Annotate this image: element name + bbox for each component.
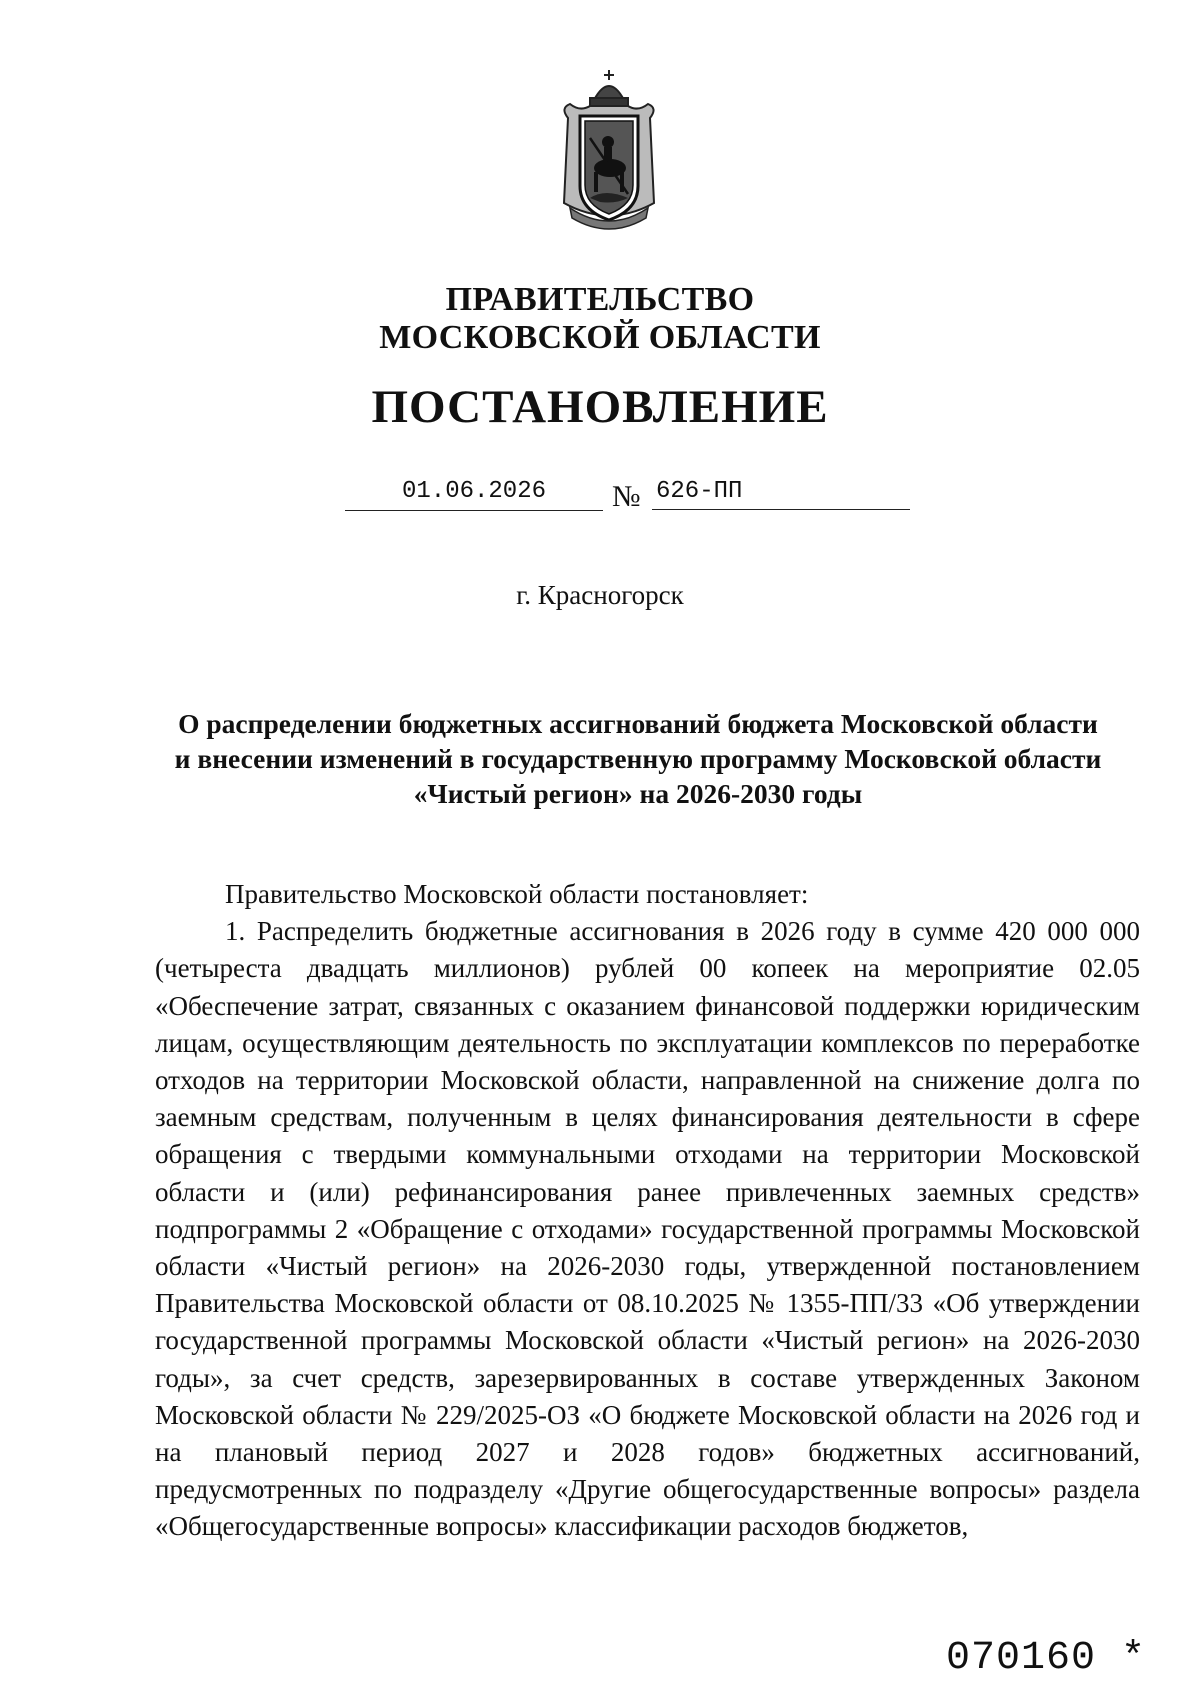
document-body [155,876,1140,1546]
org-name-line1: ПРАВИТЕЛЬСТВО [445,281,755,318]
document-date: 01.06.2026 [345,476,603,511]
document-title [140,706,1136,811]
document-type: ПОСТАНОВЛЕНИЕ [371,381,829,433]
number-sign: № [612,480,641,513]
intro-paragraph: Правительство Московской области постановляет: [225,879,809,909]
serial-stamp: 070160 * [945,1636,1146,1681]
title-line: О распределении бюджетных ассигнований бюджета Московской области [178,708,1098,739]
title-line: и внесении изменений в государственную программу Московской области [174,743,1102,774]
document-number: 626-ПП [652,476,910,510]
city: г. Красногорск [516,580,684,610]
paragraph-1: 1. Распределить бюджетные ассигнования в 2026 году в сумме 420 000 000 (четыреста двадцать миллионов) рублей 00 копеек на мероприятие 02.05 «Обеспечение затрат, связанных с оказанием финансовой поддержки юридическим лицам, осуществляющим деятельность по эксплуатации комплексов по переработке отходов на территории Московской области, направленной на снижение долга по заемным средствам, полученным в целях финансирования деятельности в сфере обращения с твердыми коммунальными отходами на территории Московской области и (или) рефинансирования ранее привлеченных заемных средств» подпрограммы 2 «Обращение с отходами» государственной программы Московской области «Чистый регион» на 2026-2030 годы, утвержденной постановлением Правительства Московской области от 08.10.2025 № 1355-ПП/33 «Об утверждении государственной программы Московской области «Чистый регион» на 2026-2030 годы», за счет средств, зарезервированных в составе утвержденных Законом Московской области № 229/2025-ОЗ «О бюджете Московской области на 2026 год и на плановый период 2027 и 2028 годов» бюджетных ассигнований, предусмотренных по подразделу «Другие общегосударственные вопросы» раздела «Общегосударственные вопросы» классификации расходов бюджетов, [155,916,1140,1542]
title-line: «Чистый регион» на 2026-2030 годы [413,778,863,809]
coat-of-arms-icon [550,68,668,238]
org-name-line2: МОСКОВСКОЙ ОБЛАСТИ [379,319,821,356]
